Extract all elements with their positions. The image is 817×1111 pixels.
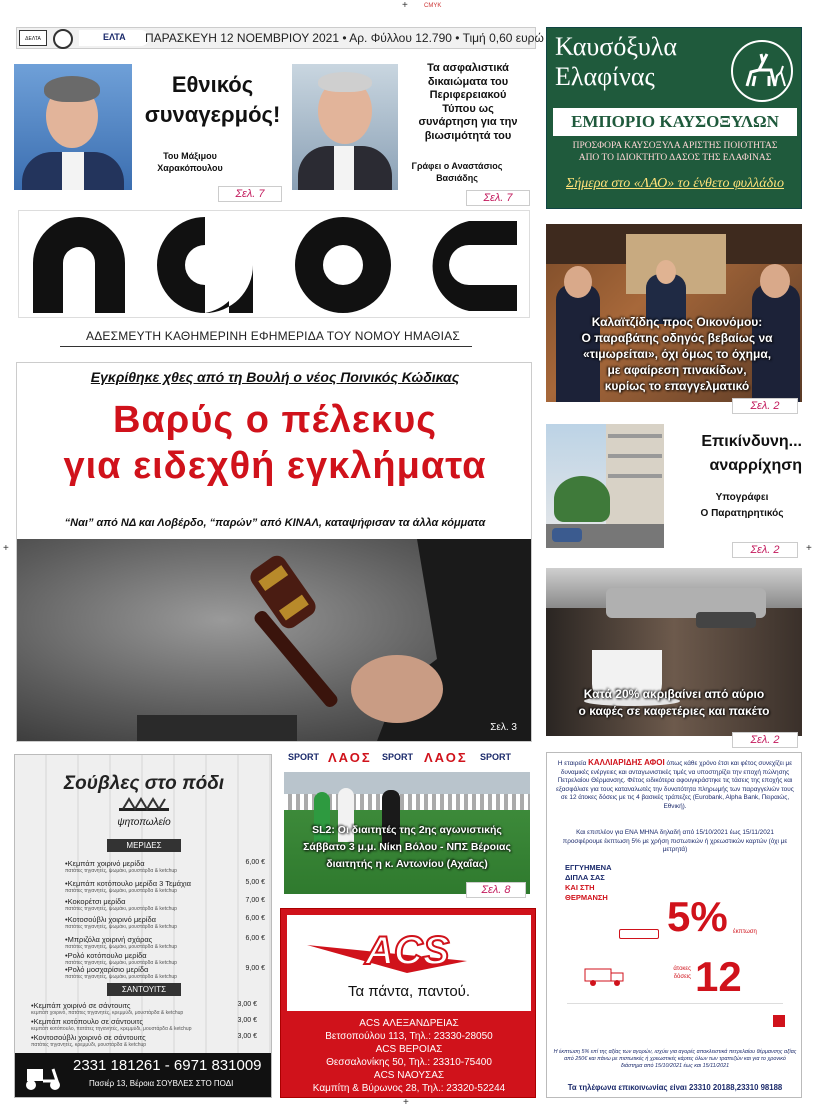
menu-item-name: •Κοντοσούβλι χοιρινό σε σάντουιτς — [31, 1033, 146, 1042]
sport-caption — [284, 822, 530, 873]
menu-item-price: 6,00 € — [245, 935, 265, 942]
teaser2-author — [404, 160, 510, 184]
menu-item-name: •Κεμπάπ χοιρινό σε σάντουιτς — [31, 1001, 131, 1010]
acs-branch-addr: Βετσοπούλου 113, Τηλ.: 23330-28050 — [325, 1031, 493, 1042]
menu-item-name: •Κεμπάπ κοτόπουλο σε σάντουιτς — [31, 1017, 143, 1026]
kalaitzidis-caption — [560, 314, 794, 394]
kalaitzidis-line5: κυρίως το επαγγελματικό — [604, 379, 750, 393]
menu-item — [31, 1001, 257, 1016]
firewood-title-line2: Ελαφίνας — [555, 62, 655, 91]
kalliaridis-badge — [565, 863, 645, 903]
scooter-icon — [23, 1061, 63, 1091]
kalliaridis-badge-line4: ΘΕΡΜΑΝΣΗ — [565, 893, 608, 902]
crop-mark-left: + — [3, 543, 9, 554]
menu-item-desc: πατάτες τηγανητές, ψωμάκι, μουστάρδα & ketchup — [65, 906, 177, 912]
firewood-ad[interactable] — [546, 27, 802, 209]
kalaitzidis-line3: «τιμωρείται», όχι όμως το όχημα, — [582, 347, 772, 361]
teaser1-title-line1: Εθνικός — [171, 72, 254, 97]
menu-item-name: •Κοκορέτσι μερίδα — [65, 897, 126, 906]
sport-label-2: SPORT — [382, 752, 414, 762]
teaser2-page-ref[interactable]: Σελ. 7 — [466, 190, 530, 206]
teaser2-title-line1: Τα ασφαλιστικά — [427, 62, 509, 74]
crop-mark-label: CMYK — [424, 3, 442, 9]
main-page-ref[interactable]: Σελ. 3 — [490, 722, 517, 733]
kalliaridis-percent: 5% — [667, 893, 728, 940]
main-subhead: “Ναι” από ΝΔ και Λοβέρδο, “παρών” από ΚΙΝΑΛ, καταψήφισαν τα άλλα κόμματα — [64, 517, 486, 529]
sport-brand-2: ΛΑΟΣ — [424, 750, 468, 765]
grill-icon — [119, 795, 169, 811]
teaser1-author-line2: Χαρακόπουλου — [157, 163, 223, 173]
sport-photo[interactable] — [284, 772, 530, 894]
teaser1-author-line1: Του Μάξιμου — [163, 151, 217, 161]
danger-byline — [690, 490, 794, 522]
menu-item-desc: πατάτες τηγανητές, ψωμάκι, μουστάρδα & ketchup — [65, 974, 177, 980]
sport-line1: SL2: Οι διαιτητές της 2ης αγωνιστικής — [312, 824, 502, 836]
menu-item-name: •Μπριζόλα χοιρινή σχάρας — [65, 935, 153, 944]
masthead-rule — [60, 346, 472, 347]
menu-item — [31, 1017, 257, 1032]
kalliaridis-installments-label1: άτοκες — [673, 966, 691, 972]
sport-line3: διαιτητής η κ. Αντωνίου (Αχαΐας) — [326, 858, 488, 870]
kalliaridis-installments-label2: δόσεις — [673, 974, 691, 980]
menu-item-name: •Ρολό μοσχαρίσιο μερίδα — [65, 965, 149, 974]
danger-title — [672, 430, 802, 478]
sport-page-ref[interactable]: Σελ. 8 — [466, 882, 526, 898]
kalaitzidis-photo[interactable] — [546, 224, 802, 402]
firewood-offer-line2: ΑΠΟ ΤΟ ΙΔΙΟΚΤΗΤΟ ΔΑΣΟΣ ΤΗΣ ΕΛΑΦΙΝΑΣ — [578, 153, 772, 163]
crop-mark-top: + — [402, 0, 408, 11]
acs-ad[interactable] — [280, 908, 536, 1098]
acs-branch-name: ACS ΝΑΟΥΣΑΣ — [373, 1070, 445, 1081]
elta-logo — [79, 30, 149, 46]
menu-item — [65, 897, 265, 912]
menu-section2: ΣΑΝΤΟΥΙΤΣ — [107, 983, 181, 996]
kalliaridis-divider — [567, 1003, 783, 1004]
menu-item-desc: κεμπάπ κοτόπουλο, πατάτες τηγανητές, κρεμμύδι, μουστάρδα & ketchup — [31, 1026, 192, 1032]
main-headline — [17, 397, 533, 489]
coffee-line1: Κατά 20% ακριβαίνει από αύριο — [583, 687, 765, 701]
danger-page-ref[interactable]: Σελ. 2 — [732, 542, 798, 558]
menu-item — [65, 951, 265, 966]
menu-item-price: 3,00 € — [237, 1017, 257, 1024]
elta-logo-text: ΕΛΤΑ — [103, 32, 126, 42]
danger-byline-line1: Υπογράφει — [715, 492, 769, 503]
crop-mark-bottom: + — [403, 1097, 409, 1108]
deer-icon — [731, 40, 793, 102]
acs-branch-name: ACS ΑΛΕΞΑΝΔΡΕΙΑΣ — [359, 1018, 459, 1029]
acs-slogan: Τα πάντα, παντού. — [347, 983, 471, 1000]
menu-item — [65, 935, 265, 950]
kalliaridis-intro — [553, 759, 797, 812]
kalliaridis-installments: 12 — [695, 953, 742, 1000]
menu-brand-sub: ψητοπωλείο — [117, 817, 171, 828]
firewood-insert-note: Σήμερα στο «ΛΑΟ» το ένθετο φυλλάδιο — [566, 176, 784, 191]
teaser1-title — [140, 70, 285, 130]
coffee-page-ref[interactable]: Σελ. 2 — [732, 732, 798, 748]
delta-logo: ΔΕΛΤΑ — [19, 30, 47, 46]
masthead — [18, 210, 530, 318]
coffee-photo[interactable] — [546, 568, 802, 736]
menu-item — [65, 879, 265, 894]
teaser1-page-ref[interactable]: Σελ. 7 — [218, 186, 282, 202]
kalliaridis-badge-line1: ΕΓΓΥΗΜΕΝΑ — [565, 863, 612, 872]
menu-address: Πασιέρ 13, Βέροια ΣΟΥΒΛΕΣ ΣΤΟ ΠΟΔΙ — [89, 1079, 234, 1088]
menu-item-desc: πατάτες τηγανητές, ψωμάκι, μουστάρδα & ketchup — [65, 944, 177, 950]
menu-footer — [15, 1053, 272, 1098]
kalliaridis-ad[interactable] — [546, 752, 802, 1098]
masthead-logo — [19, 211, 531, 319]
menu-item-desc: πατάτες τηγανητές, ψωμάκι, μουστάρδα & ketchup — [65, 924, 177, 930]
kalaitzidis-line2: Ο παραβάτης οδηγός βεβαίως να — [581, 331, 773, 345]
kalliaridis-badge-line3: ΚΑΙ ΣΤΗ — [565, 883, 595, 892]
kalaitzidis-page-ref[interactable]: Σελ. 2 — [732, 398, 798, 414]
kalaitzidis-line1: Καλαϊτζίδης προς Οικονόμου: — [591, 315, 763, 329]
menu-ad[interactable] — [14, 754, 272, 1098]
sport-label-1: SPORT — [288, 752, 320, 762]
kalaitzidis-line4: με αφαίρεση πινακίδων, — [607, 363, 747, 377]
kalliaridis-company: ΚΑΛΛΙΑΡΙΔΗΣ ΑΦΟΙ — [588, 758, 665, 767]
gavel-photo — [17, 539, 531, 741]
menu-phones: 2331 181261 - 6971 831009 — [73, 1057, 262, 1074]
teaser1-title-line2: συναγερμός! — [144, 102, 281, 127]
teaser2-title-line4: Τύπου ως — [442, 102, 494, 115]
menu-item-name: •Ρολό κοτόπουλο μερίδα — [65, 951, 147, 960]
teaser2-title — [404, 62, 532, 143]
menu-item-desc: κεμπάπ χοιρινό, πατάτες τηγανητές, κρεμμύδι, μουστάρδα & ketchup — [31, 1010, 184, 1016]
menu-item-desc: πατάτες τηγανητές, ψωμάκι, μουστάρδα & ketchup — [65, 888, 177, 894]
menu-item-price: 5,00 € — [245, 879, 265, 886]
acs-logo-panel — [287, 915, 531, 1011]
kalliaridis-badge-line2: ΔΙΠΛΑ ΣΑΣ — [565, 873, 605, 882]
menu-item — [31, 1033, 257, 1048]
menu-item-desc: πατάτες τηγανητές, ψωμάκι, μουστάρδα & ketchup — [65, 960, 177, 966]
menu-item — [65, 915, 265, 930]
teaser1-author — [140, 150, 240, 174]
menu-item — [65, 859, 265, 874]
teaser2-title-line5: συνάρτηση για την — [418, 116, 518, 128]
masthead-letter-sigma — [433, 221, 517, 311]
menu-item-price: 7,00 € — [245, 897, 265, 904]
kalliaridis-percent-label: έκπτωση — [733, 929, 757, 935]
acs-branch-name: ACS ΒΕΡΟΙΑΣ — [375, 1044, 443, 1055]
menu-item-price: 6,00 € — [245, 915, 265, 922]
gavel-icon — [17, 539, 531, 741]
firewood-title — [555, 32, 677, 92]
danger-title-line1: Επικίνδυνη... — [701, 433, 802, 450]
main-headline-line1: Βαρύς ο πέλεκυς — [113, 399, 437, 441]
menu-item-price: 6,00 € — [245, 859, 265, 866]
firewood-title-line1: Καυσόξυλα — [555, 32, 678, 61]
coffee-caption — [546, 686, 802, 720]
kalliaridis-footnote: Η έκπτωση 5% επί της αξίας των αγορών, ισχύει για αγορές αποκλειστικά πετρελαίου θέρμανσης αξίας από 250€ και πάνω με πιστωτικές ή χρεωστικές κάρτες όλων των τραπεζών και για το χρονικό διάστημα από 15/10/2021 έως και 15/11/2021 — [553, 1049, 797, 1070]
crop-mark-right: + — [806, 543, 812, 554]
menu-item-name: •Κοτοσούβλι χοιρινό μερίδα — [65, 915, 156, 924]
menu-item-price: 3,00 € — [237, 1001, 257, 1008]
menu-brand: Σούβλες στο πόδι — [63, 773, 225, 794]
menu-item — [65, 965, 265, 980]
truck-icon — [583, 963, 627, 987]
acs-branch-addr: Καμπίτη & Βύρωνος 28, Τηλ.: 23320-52244 — [312, 1083, 506, 1094]
acs-branches — [281, 1017, 537, 1095]
teaser1-photo — [14, 64, 132, 190]
danger-byline-line2: Ο Παρατηρητικός — [700, 508, 784, 519]
menu-item-price: 9,00 € — [245, 965, 265, 972]
danger-photo[interactable] — [546, 424, 664, 548]
menu-item-desc: πατάτες τηγανητές, κρεμμύδι, μουστάρδα & ketchup — [31, 1042, 147, 1048]
acs-logo: ACS — [365, 929, 450, 973]
masthead-letter-lambda — [33, 217, 125, 313]
main-headline-line2: για ειδεχθή εγκλήματα — [63, 445, 487, 487]
brand-logo-icon — [773, 1015, 785, 1027]
teaser2-photo — [292, 64, 398, 190]
main-story[interactable] — [16, 362, 532, 742]
firewood-banner: ΕΜΠΟΡΙΟ ΚΑΥΣΟΞΥΛΩΝ — [553, 108, 797, 136]
firewood-offer — [547, 140, 803, 164]
main-kicker: Εγκρίθηκε χθες από τη Βουλή ο νέος Ποινικός Κώδικας — [90, 369, 460, 385]
firewood-offer-line1: ΠΡΟΣΦΟΡΑ ΚΑΥΣΟΞΥΛΑ ΑΡΙΣΤΗΣ ΠΟΙΟΤΗΤΑΣ — [572, 141, 778, 151]
kalliaridis-intro-rest: όπως κάθε χρόνο έτσι και φέτος συνεχίζει με δυναμικές ενέργειες και ανταγωνιστικές τιμές να υποστηρίζει την εποχή πώλησης Πετρελαίου Θέρμανσης. Φέτος ειδικότερα αφουγκράστηκε τις τάσεις της εποχής και εξασφάλισε για τους καταναλωτές την δυνατότητα πληρωμής των παραγγελιών τους σε 12 άτοκες δόσεις με τις 4 βασικές τράπεζες (Eurobank, Alpha Bank, Πειραιώς, Εθνική). — [556, 760, 794, 810]
menu-item-desc: πατάτες τηγανητές, ψωμάκι, μουστάρδα & ketchup — [65, 868, 177, 874]
teaser2-title-line3: Περιφερειακού — [429, 89, 507, 101]
teaser2-author-line1: Γράφει ο Αναστάσιος — [411, 161, 503, 171]
kalliaridis-installments-label — [663, 965, 691, 981]
teaser2-title-line2: δικαιώματα του — [427, 75, 509, 88]
sport-label-3: SPORT — [480, 752, 512, 762]
kalliaridis-phones: Τα τηλέφωνα επικοινωνίας είναι 23310 20188,23310 98188 — [567, 1083, 783, 1092]
teaser2-author-line2: Βασιάδης — [436, 173, 478, 183]
kalliaridis-intro-lead: Η εταιρεία — [557, 760, 587, 767]
acs-branch-addr: Θεσσαλονίκης 50, Τηλ.: 23310-75400 — [326, 1057, 492, 1068]
sport-brand-1: ΛΑΟΣ — [328, 750, 372, 765]
card-icon — [619, 929, 659, 939]
issue-strip — [16, 27, 544, 49]
kalliaridis-offer: Και επιπλέον για ΕΝΑ ΜΗΝΑ δηλαδή από 15/10/2021 έως 15/11/2021 προσφέρουμε έκπτωση 5% με χρήση πιστωτικών ή χρεωστικών καρτών (όχι με μετρητά) — [562, 829, 788, 854]
menu-item-name: •Κεμπάπ κοτόπουλο μερίδα 3 Τεμάχια — [65, 879, 191, 888]
coffee-line2: ο καφές σε καφετέριες και πακέτο — [578, 704, 770, 718]
issue-line: ΠΑΡΑΣΚΕΥΗ 12 ΝΟΕΜΒΡΙΟΥ 2021 • Αρ. Φύλλου 12.790 • Τιμή 0,60 ευρώ — [145, 31, 544, 45]
danger-title-line2: αναρρίχηση — [709, 457, 802, 474]
masthead-subtitle: ΑΔΕΣΜΕΥΤΗ ΚΑΘΗΜΕΡΙΝΗ ΕΦΗΜΕΡΙΔΑ ΤΟΥ ΝΟΜΟΥ ΗΜΑΘΙΑΣ — [86, 329, 460, 343]
sport-header — [284, 750, 530, 766]
teaser2-title-line6: βιωσιμότητά του — [424, 129, 512, 142]
menu-section1: ΜΕΡΙΔΕΣ — [107, 839, 181, 852]
sport-line2: Σάββατο 3 μ.μ. Νίκη Βόλου - ΝΠΣ Βέροιας — [303, 841, 511, 853]
menu-item-name: •Κεμπάπ χοιρινό μερίδα — [65, 859, 145, 868]
menu-item-price: 3,00 € — [237, 1033, 257, 1040]
seal-logo — [53, 29, 73, 49]
